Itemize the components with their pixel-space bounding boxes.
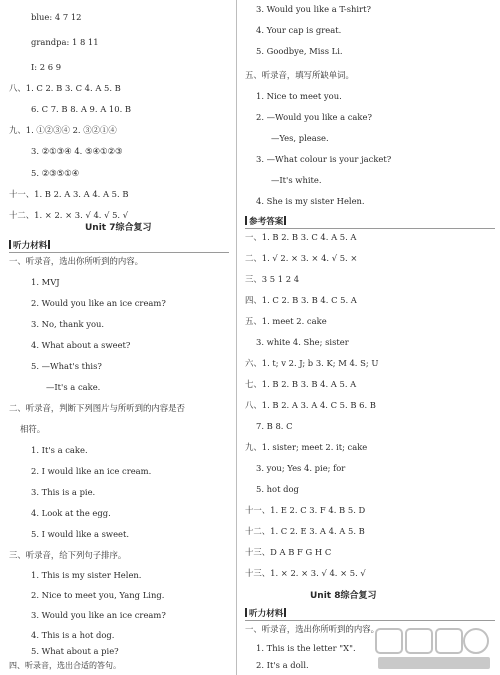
unit7-heading: Unit 7综合复习 (85, 223, 152, 233)
left-column-tail (0, 0, 233, 675)
text-line: 3. Would you like an ice cream? (31, 610, 166, 620)
listening-material-section: 听力材料 (9, 240, 50, 252)
text-line: 九、1. sister; meet 2. it; cake (245, 442, 368, 452)
text-line: 7. B 8. C (256, 421, 293, 431)
text-line: —Yes, please. (271, 133, 329, 143)
text-line: 十二、1. × 2. × 3. √ 4. √ 5. √ (9, 210, 129, 220)
text-line: 二、1. √ 2. × 3. × 4. √ 5. × (245, 253, 358, 263)
text-line: 3. white 4. She; sister (256, 337, 349, 347)
text-line: 1. This is the letter "X". (256, 643, 356, 653)
text-line: 4. This is a hot dog. (31, 630, 115, 640)
text-line: 七、1. B 2. B 3. B 4. A 5. A (245, 379, 357, 389)
text-line: 5. What about a pie? (31, 646, 119, 656)
column-divider (236, 0, 237, 675)
text-line: 十二、1. C 2. E 3. A 4. A 5. B (245, 526, 365, 536)
text-line: 相符。 (20, 424, 46, 434)
text-line: 1. MVJ (31, 277, 60, 287)
text-line: 5. Goodbye, Miss Li. (256, 46, 343, 56)
listening-material-section: 听力材料 (245, 608, 286, 620)
text-line: 2. Would you like an ice cream? (31, 298, 166, 308)
watermark-logo-icon (374, 625, 494, 671)
section-underline (245, 228, 495, 229)
text-line: 十三、1. × 2. × 3. √ 4. × 5. √ (245, 568, 366, 578)
reference-answers-section: 参考答案 (245, 216, 286, 228)
text-line: 一、1. B 2. B 3. C 4. A 5. A (245, 232, 357, 242)
text-line: grandpa: 1 8 11 (31, 37, 99, 47)
text-line: 5. ②③⑤①④ (31, 168, 80, 178)
text-line: 三、听录音，给下列句子排序。 (9, 550, 127, 560)
text-line: 5. I would like a sweet. (31, 529, 130, 539)
right-column (245, 0, 500, 675)
text-line: blue: 4 7 12 (31, 12, 82, 22)
text-line: —It's a cake. (46, 382, 101, 392)
unit8-heading: Unit 8综合复习 (310, 591, 377, 601)
text-line: 十三、D A B F G H C (245, 547, 332, 557)
text-line: 3. Would you like a T-shirt? (256, 4, 371, 14)
section-underline (245, 620, 495, 621)
text-line: 十一、1. B 2. A 3. A 4. A 5. B (9, 189, 129, 199)
text-line: 一、听录音，选出你所听到的内容。 (9, 256, 143, 266)
text-line: 五、听录音，填写所缺单词。 (245, 70, 354, 80)
text-line: 1. It's a cake. (31, 445, 88, 455)
text-line: 八、1. C 2. B 3. C 4. A 5. B (9, 83, 121, 93)
text-line: 3. ②①③④ 4. ⑤④①②③ (31, 146, 123, 156)
text-line: —It's white. (271, 175, 322, 185)
text-line: 1. This is my sister Helen. (31, 570, 142, 580)
text-line: 五、1. meet 2. cake (245, 316, 327, 326)
text-line: 八、1. B 2. A 3. A 4. C 5. B 6. B (245, 400, 376, 410)
text-line: 2. Nice to meet you, Yang Ling. (31, 590, 165, 600)
text-line: 4. Look at the egg. (31, 508, 111, 518)
text-line: 4. Your cap is great. (256, 25, 342, 35)
text-line: 5. —What's this? (31, 361, 102, 371)
text-line: 3. you; Yes 4. pie; for (256, 463, 346, 473)
text-line: 3. —What colour is your jacket? (256, 154, 392, 164)
text-line: 2. I would like an ice cream. (31, 466, 152, 476)
text-line: 3. This is a pie. (31, 487, 96, 497)
text-line: 一、听录音，选出你所听到的内容。 (245, 624, 379, 634)
text-line: 十一、1. E 2. C 3. F 4. B 5. D (245, 505, 366, 515)
text-line: 二、听录音，判断下列图片与所听到的内容是否 (9, 403, 185, 413)
text-line: 六、1. t; v 2. J; b 3. K; M 4. S; U (245, 358, 379, 368)
text-line: 2. It's a doll. (256, 660, 309, 670)
text-line: 4. What about a sweet? (31, 340, 131, 350)
text-line: 4. She is my sister Helen. (256, 196, 365, 206)
text-line: I: 2 6 9 (31, 62, 62, 72)
text-line: 6. C 7. B 8. A 9. A 10. B (31, 104, 132, 114)
text-line: 3. No, thank you. (31, 319, 105, 329)
text-line: 2. —Would you like a cake? (256, 112, 372, 122)
text-line: 九、1. ①②③④ 2. ③②①④ (9, 125, 117, 135)
text-line: 三、3 5 1 2 4 (245, 274, 300, 284)
text-line: 四、1. C 2. B 3. B 4. C 5. A (245, 295, 357, 305)
text-line: 5. hot dog (256, 484, 299, 494)
text-line: 1. Nice to meet you. (256, 91, 342, 101)
text-line: 四、听录音，选出合适的答句。 (9, 661, 121, 670)
